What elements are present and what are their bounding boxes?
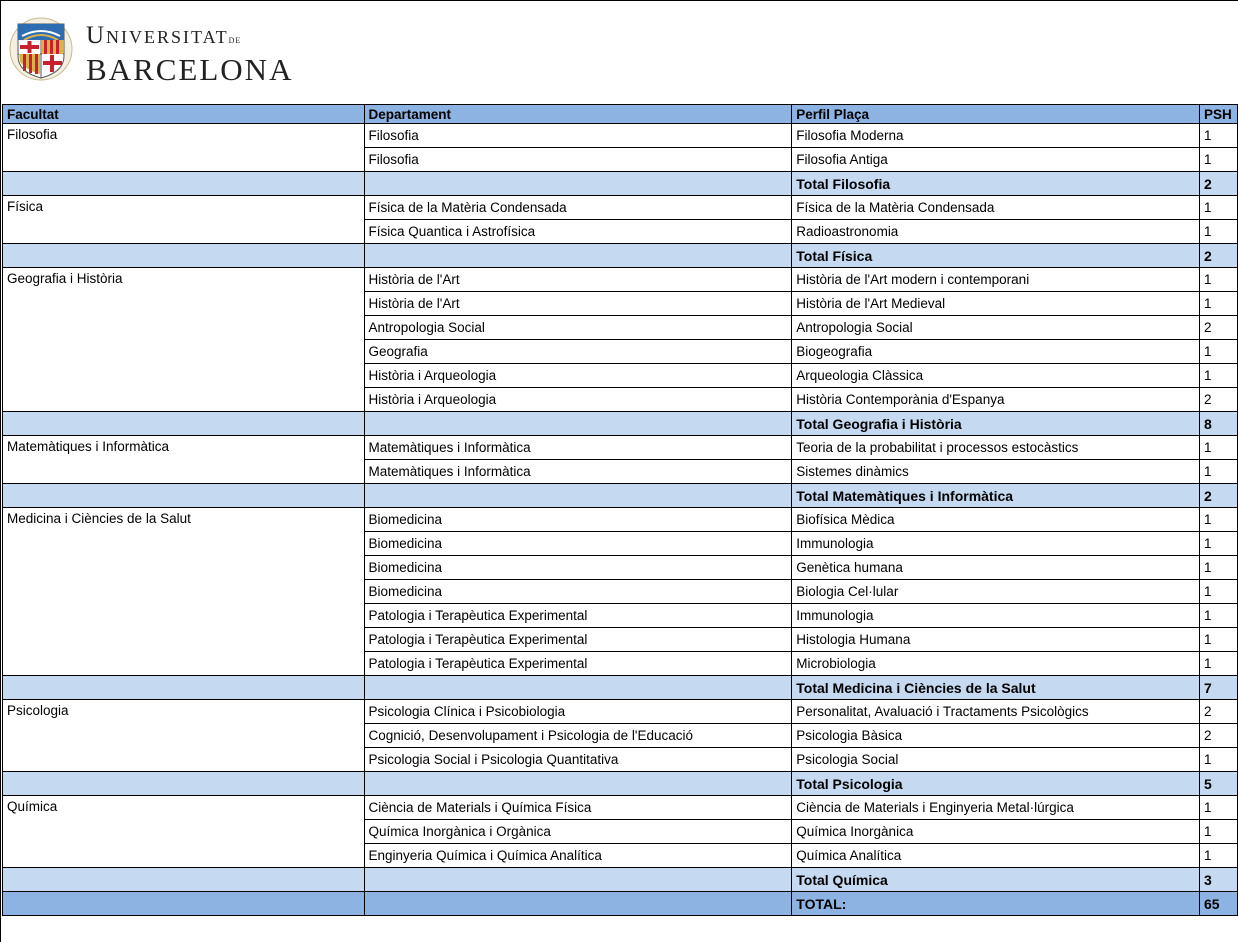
- grand-total-row: [3, 892, 1238, 916]
- cell-psh: 1: [1199, 532, 1237, 556]
- cell-perfil-placa: Física de la Matèria Condensada: [792, 196, 1200, 220]
- cell-psh: 2: [1199, 724, 1237, 748]
- subtotal-empty-cell: [364, 412, 792, 436]
- cell-departament: Filosofia: [364, 148, 792, 172]
- cell-psh: 1: [1199, 580, 1237, 604]
- subtotal-row: [3, 676, 1238, 700]
- subtotal-label: Total Geografia i Història: [792, 412, 1200, 436]
- cell-perfil-placa: Microbiologia: [792, 652, 1200, 676]
- cell-departament: Física Quantica i Astrofísica: [364, 220, 792, 244]
- subtotal-row: [3, 484, 1238, 508]
- grand-total-label: TOTAL:: [792, 892, 1200, 916]
- cell-facultat: Filosofia: [3, 124, 365, 172]
- subtotal-value: 2: [1199, 244, 1237, 268]
- header-facultat: Facultat: [3, 105, 365, 124]
- cell-perfil-placa: Filosofia Antiga: [792, 148, 1200, 172]
- positions-table: [2, 104, 1238, 916]
- cell-facultat: Geografia i Història: [3, 268, 365, 412]
- subtotal-value: 5: [1199, 772, 1237, 796]
- subtotal-empty-cell: [3, 484, 365, 508]
- cell-psh: 1: [1199, 628, 1237, 652]
- subtotal-label: Total Medicina i Ciències de la Salut: [792, 676, 1200, 700]
- subtotal-label: Total Química: [792, 868, 1200, 892]
- cell-departament: Història de l'Art: [364, 292, 792, 316]
- cell-departament: Biomedicina: [364, 556, 792, 580]
- cell-perfil-placa: Biogeografia: [792, 340, 1200, 364]
- cell-departament: Psicologia Clínica i Psicobiologia: [364, 700, 792, 724]
- subtotal-empty-cell: [3, 868, 365, 892]
- cell-departament: Geografia: [364, 340, 792, 364]
- cell-psh: 2: [1199, 316, 1237, 340]
- cell-psh: 2: [1199, 700, 1237, 724]
- wordmark-line2: BARCELONA: [86, 52, 294, 87]
- wordmark-de: de: [228, 32, 242, 46]
- cell-departament: Cognició, Desenvolupament i Psicologia de l'Educació: [364, 724, 792, 748]
- cell-perfil-placa: Immunologia: [792, 532, 1200, 556]
- cell-psh: 1: [1199, 268, 1237, 292]
- header-perfil-placa: Perfil Plaça: [792, 105, 1200, 124]
- subtotal-empty-cell: [3, 772, 365, 796]
- subtotal-empty-cell: [364, 676, 792, 700]
- subtotal-value: 3: [1199, 868, 1237, 892]
- subtotal-empty-cell: [364, 868, 792, 892]
- cell-psh: 1: [1199, 124, 1237, 148]
- cell-perfil-placa: Química Inorgànica: [792, 820, 1200, 844]
- cell-psh: 1: [1199, 436, 1237, 460]
- cell-psh: 1: [1199, 508, 1237, 532]
- cell-departament: Enginyeria Química i Química Analítica: [364, 844, 792, 868]
- cell-departament: Història i Arqueologia: [364, 388, 792, 412]
- university-crest-icon: [8, 16, 74, 82]
- subtotal-label: Total Filosofia: [792, 172, 1200, 196]
- subtotal-empty-cell: [364, 244, 792, 268]
- subtotal-value: 2: [1199, 484, 1237, 508]
- cell-facultat: Psicologia: [3, 700, 365, 772]
- subtotal-row: [3, 412, 1238, 436]
- cell-psh: 1: [1199, 556, 1237, 580]
- subtotal-row: [3, 172, 1238, 196]
- cell-departament: Patologia i Terapèutica Experimental: [364, 652, 792, 676]
- cell-psh: 1: [1199, 196, 1237, 220]
- cell-perfil-placa: Immunologia: [792, 604, 1200, 628]
- grand-total-empty-cell: [364, 892, 792, 916]
- cell-departament: Història de l'Art: [364, 268, 792, 292]
- grand-total-value: 65: [1199, 892, 1237, 916]
- cell-perfil-placa: Filosofia Moderna: [792, 124, 1200, 148]
- cell-psh: 1: [1199, 652, 1237, 676]
- cell-departament: Matemàtiques i Informàtica: [364, 460, 792, 484]
- cell-psh: 1: [1199, 820, 1237, 844]
- subtotal-empty-cell: [3, 412, 365, 436]
- header-psh: PSH: [1199, 105, 1237, 124]
- university-wordmark: [86, 22, 293, 87]
- cell-perfil-placa: Sistemes dinàmics: [792, 460, 1200, 484]
- subtotal-label: Total Física: [792, 244, 1200, 268]
- cell-departament: Antropologia Social: [364, 316, 792, 340]
- cell-departament: Física de la Matèria Condensada: [364, 196, 792, 220]
- subtotal-empty-cell: [3, 244, 365, 268]
- cell-departament: Biomedicina: [364, 532, 792, 556]
- cell-departament: Patologia i Terapèutica Experimental: [364, 628, 792, 652]
- cell-departament: Història i Arqueologia: [364, 364, 792, 388]
- subtotal-value: 8: [1199, 412, 1237, 436]
- grand-total-empty-cell: [3, 892, 365, 916]
- cell-perfil-placa: Història Contemporània d'Espanya: [792, 388, 1200, 412]
- subtotal-empty-cell: [3, 172, 365, 196]
- subtotal-value: 2: [1199, 172, 1237, 196]
- cell-psh: 1: [1199, 340, 1237, 364]
- cell-psh: 1: [1199, 844, 1237, 868]
- cell-perfil-placa: Arqueologia Clàssica: [792, 364, 1200, 388]
- cell-psh: 1: [1199, 148, 1237, 172]
- university-logo: [8, 16, 328, 88]
- cell-departament: Filosofia: [364, 124, 792, 148]
- cell-perfil-placa: Química Analítica: [792, 844, 1200, 868]
- subtotal-empty-cell: [364, 772, 792, 796]
- cell-departament: Química Inorgànica i Orgànica: [364, 820, 792, 844]
- cell-departament: Matemàtiques i Informàtica: [364, 436, 792, 460]
- cell-psh: 1: [1199, 604, 1237, 628]
- table-row: [3, 268, 1238, 292]
- subtotal-empty-cell: [364, 172, 792, 196]
- cell-psh: 1: [1199, 292, 1237, 316]
- cell-perfil-placa: Genètica humana: [792, 556, 1200, 580]
- header-departament: Departament: [364, 105, 792, 124]
- cell-departament: Patologia i Terapèutica Experimental: [364, 604, 792, 628]
- cell-psh: 1: [1199, 748, 1237, 772]
- cell-perfil-placa: Biofísica Mèdica: [792, 508, 1200, 532]
- cell-facultat: Química: [3, 796, 365, 868]
- subtotal-row: [3, 868, 1238, 892]
- cell-perfil-placa: Ciència de Materials i Enginyeria Metal·lúrgica: [792, 796, 1200, 820]
- cell-psh: 1: [1199, 220, 1237, 244]
- cell-departament: Biomedicina: [364, 580, 792, 604]
- table-row: [3, 124, 1238, 148]
- cell-departament: Ciència de Materials i Química Física: [364, 796, 792, 820]
- page-header: [2, 2, 1238, 96]
- cell-facultat: Física: [3, 196, 365, 244]
- table-row: [3, 700, 1238, 724]
- table-header-row: [3, 105, 1238, 124]
- cell-perfil-placa: Radioastronomia: [792, 220, 1200, 244]
- cell-facultat: Matemàtiques i Informàtica: [3, 436, 365, 484]
- cell-perfil-placa: Antropologia Social: [792, 316, 1200, 340]
- table-row: [3, 436, 1238, 460]
- subtotal-row: [3, 244, 1238, 268]
- cell-psh: 1: [1199, 364, 1237, 388]
- cell-departament: Biomedicina: [364, 508, 792, 532]
- cell-perfil-placa: Psicologia Bàsica: [792, 724, 1200, 748]
- subtotal-empty-cell: [3, 676, 365, 700]
- subtotal-label: Total Matemàtiques i Informàtica: [792, 484, 1200, 508]
- table-row: [3, 796, 1238, 820]
- subtotal-row: [3, 772, 1238, 796]
- subtotal-label: Total Psicologia: [792, 772, 1200, 796]
- subtotal-value: 7: [1199, 676, 1237, 700]
- subtotal-empty-cell: [364, 484, 792, 508]
- cell-perfil-placa: Histologia Humana: [792, 628, 1200, 652]
- cell-perfil-placa: Teoria de la probabilitat i processos estocàstics: [792, 436, 1200, 460]
- cell-perfil-placa: Història de l'Art modern i contemporani: [792, 268, 1200, 292]
- table-row: [3, 196, 1238, 220]
- cell-psh: 1: [1199, 796, 1237, 820]
- table-body: [3, 124, 1238, 916]
- cell-psh: 1: [1199, 460, 1237, 484]
- cell-perfil-placa: Personalitat, Avaluació i Tractaments Psicològics: [792, 700, 1200, 724]
- cell-facultat: Medicina i Ciències de la Salut: [3, 508, 365, 676]
- cell-psh: 2: [1199, 388, 1237, 412]
- cell-perfil-placa: Psicologia Social: [792, 748, 1200, 772]
- cell-perfil-placa: Història de l'Art Medieval: [792, 292, 1200, 316]
- cell-departament: Psicologia Social i Psicologia Quantitativa: [364, 748, 792, 772]
- cell-perfil-placa: Biologia Cel·lular: [792, 580, 1200, 604]
- wordmark-line1: Universitat: [86, 22, 229, 49]
- table-row: [3, 508, 1238, 532]
